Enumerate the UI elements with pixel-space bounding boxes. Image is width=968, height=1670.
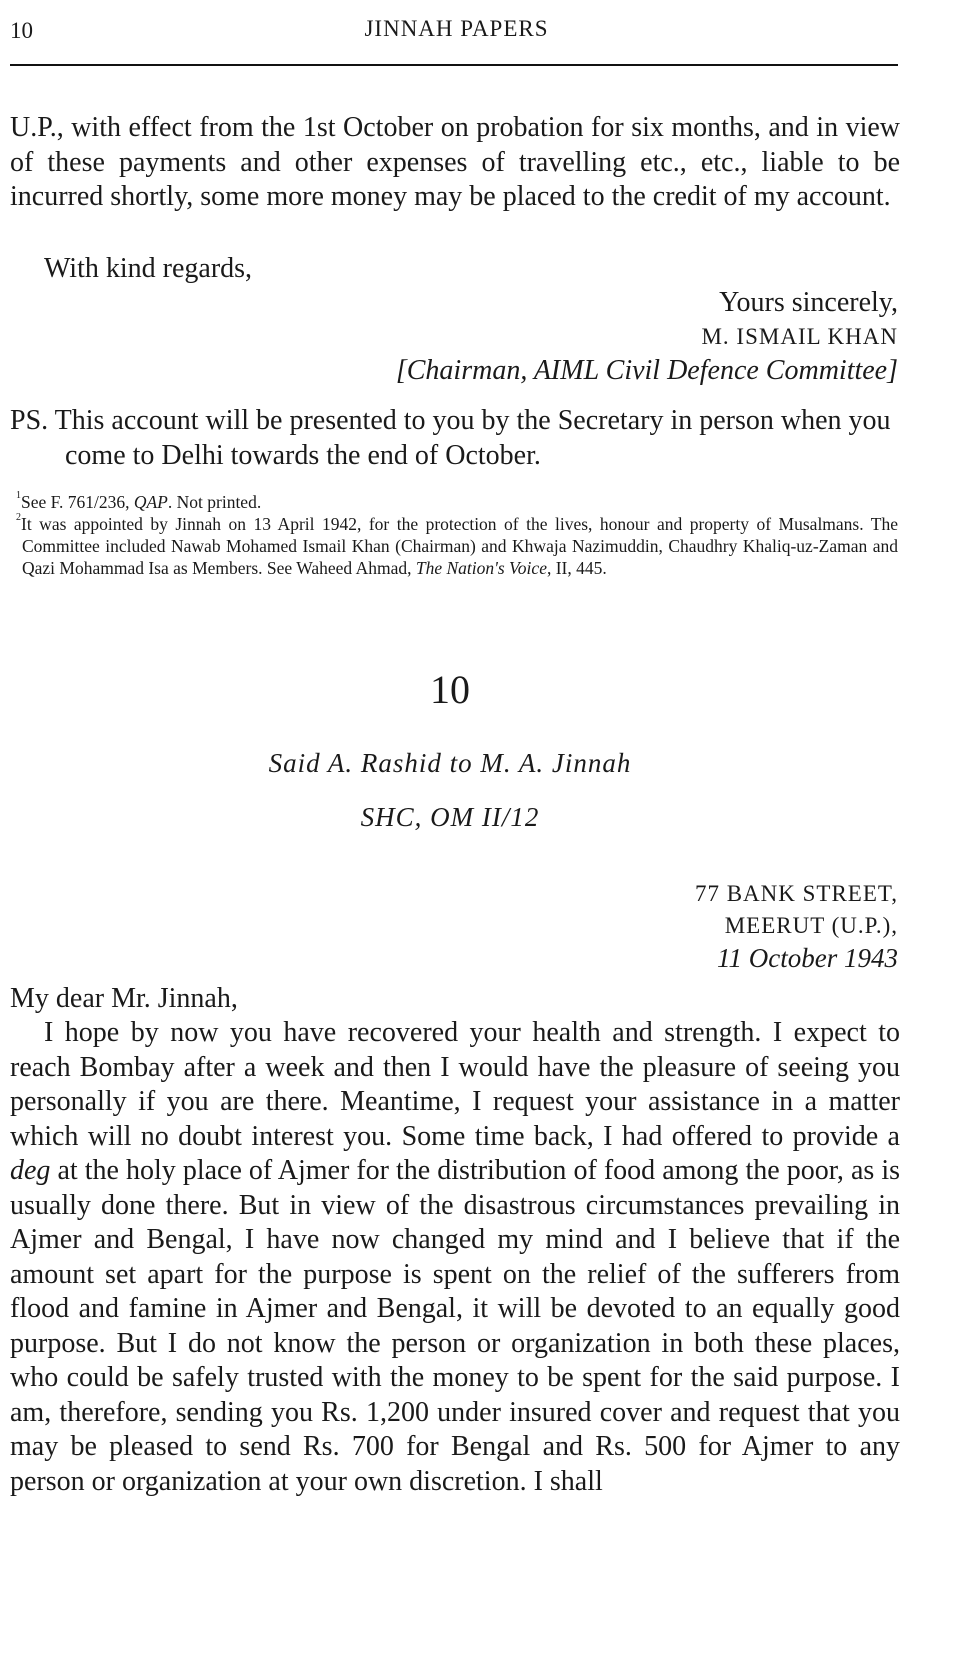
letter-date: 11 October 1943 [717, 943, 898, 973]
document-number: 10 [430, 667, 470, 712]
page-header [10, 14, 903, 44]
sender-address [695, 878, 898, 974]
regards-line: With kind regards, [44, 253, 253, 284]
footnote-mark: 2 [16, 512, 21, 523]
letter-text: I hope by now you have recovered your health and strength. I expect to reach Bombay after a week and then I would have the pleasure of seeing you personally if you are there. Meantime, I request your assistance in a matter which will no doubt interest you. Some time back, I had offered to provide a [10, 1017, 900, 1152]
footnote-text: , II, 445. [546, 558, 607, 578]
footnote-text: . Not printed. [167, 492, 262, 512]
footnote-mark: 1 [16, 490, 21, 501]
running-title: JINNAH PAPERS [364, 16, 549, 41]
letter-italic-term: deg [10, 1155, 51, 1186]
footnotes [16, 490, 898, 579]
signatory-name: M. ISMAIL KHAN [701, 324, 898, 349]
address-line: 77 BANK STREET, [694, 881, 898, 906]
header-rule [10, 64, 898, 66]
footnote-1 [16, 490, 898, 513]
salutation: My dear Mr. Jinnah, [10, 983, 238, 1014]
footnote-italic: QAP [133, 492, 168, 512]
document-reference: SHC, OM II/12 [360, 802, 540, 832]
footnote-text: It was appointed by Jinnah on 13 April 1942, for the protection of the lives, honour and property of Musalmans. The Committee included Nawab Mohamed Ismail Khan (Chairman) and Khwaja Nazimuddin, Chaudhry Khaliq-uz-Zaman and Qazi Mohammad Isa as Members. See Waheed Ahmad, [21, 514, 898, 578]
signature-block [396, 286, 898, 388]
letter-continuation: U.P., with effect from the 1st October on probation for six months, and in view of these payments and other expenses of travelling etc., etc., liable to be incurred shortly, some more money may be placed to the credit of my account. [10, 112, 900, 212]
closing: Yours sincerely, [719, 287, 898, 318]
signatory-role: [Chairman, AIML Civil Defence Committee] [395, 355, 898, 386]
footnote-text: See F. 761/236, [21, 492, 134, 512]
letter-body [10, 1016, 900, 1499]
postscript: PS. This account will be presented to you by the Secretary in person when you come to Delhi towards the end of October. [10, 405, 891, 471]
letter-text: at the holy place of Ajmer for the distribution of food among the poor, as is usually done there. But in view of the disastrous circumstances prevailing in Ajmer and Bengal, I have now changed my mind and I believe that if the amount set apart for the purpose is spent on the relief of the sufferers from flood and famine in Ajmer and Bengal, it will be devoted to an equally good purpose. But I do not know the person or organization in both these places, who could be safely trusted with the money to be spent for the said purpose. I am, therefore, sending you Rs. 1,200 under insured cover and request that you may be pleased to send Rs. 700 for Bengal and Rs. 500 for Ajmer to any person or organization at your own discretion. I shall [10, 1155, 900, 1497]
footnote-italic: The Nation's Voice [415, 558, 547, 578]
page-number: 10 [10, 18, 33, 43]
address-line: MEERUT (U.P.), [724, 913, 898, 938]
footnote-2 [16, 512, 898, 579]
document-heading: Said A. Rashid to M. A. Jinnah [268, 748, 632, 778]
